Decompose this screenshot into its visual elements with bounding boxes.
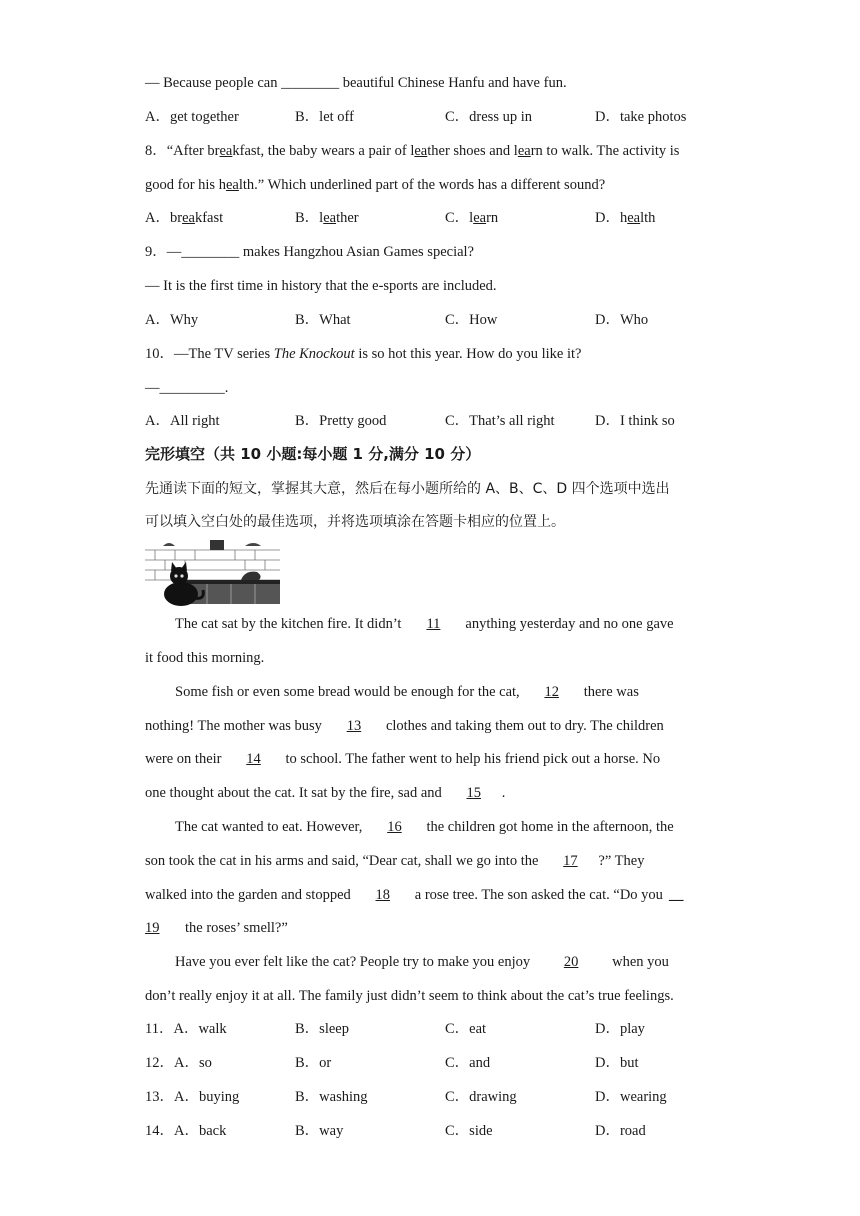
q9-reply: — It is the first time in history that the e-sports are included. bbox=[145, 278, 497, 294]
q10-stem bbox=[145, 344, 581, 364]
q8-stem-line2 bbox=[145, 175, 605, 195]
q14-option-b[interactable]: B．way bbox=[295, 1123, 344, 1139]
q8-option-a[interactable] bbox=[145, 208, 223, 228]
question-number: 13． bbox=[145, 1089, 174, 1105]
q9-option-b[interactable]: B．What bbox=[295, 312, 351, 328]
passage-text: walked into the garden and stopped bbox=[145, 887, 351, 903]
underlined-letters: ea bbox=[219, 143, 233, 159]
blank-14[interactable]: 14 bbox=[246, 751, 261, 767]
stem-text: good for his h bbox=[145, 177, 226, 193]
q9-option-d[interactable]: D．Who bbox=[595, 312, 649, 328]
q8-options bbox=[145, 208, 745, 228]
q7-option-d[interactable]: D．take photos bbox=[595, 109, 687, 125]
series-title: The Knockout bbox=[273, 346, 355, 362]
section-heading: 完形填空（共 10 小题:每小题 1 分,满分 10 分） bbox=[145, 445, 481, 463]
option-text: A．br bbox=[145, 210, 183, 226]
q13-options bbox=[145, 1087, 745, 1107]
option-text: A．back bbox=[174, 1123, 227, 1139]
question-number: 12． bbox=[145, 1055, 174, 1071]
passage-text: were on their bbox=[145, 751, 222, 767]
passage-text: The cat wanted to eat. However, bbox=[175, 819, 363, 835]
passage-line bbox=[145, 918, 288, 938]
passage-text: nothing! The mother was busy bbox=[145, 718, 322, 734]
option-text: lth bbox=[640, 210, 656, 226]
passage-line bbox=[175, 952, 669, 972]
passage-text: clothes and taking them out to dry. The children bbox=[385, 718, 664, 734]
stem-text: rn to walk. The activity is bbox=[530, 143, 680, 159]
passage-text: anything yesterday and no one gave bbox=[465, 616, 674, 632]
passage-text: ?” They bbox=[598, 853, 645, 869]
q7-option-b[interactable]: B．let off bbox=[295, 109, 354, 125]
passage-text: Have you ever felt like the cat? People try to make you enjoy bbox=[175, 954, 531, 970]
q10-option-a[interactable]: A．All right bbox=[145, 413, 220, 429]
blank-19-start: __ bbox=[668, 887, 684, 903]
q14-option-d[interactable]: D．road bbox=[595, 1123, 646, 1139]
blank-11[interactable]: 11 bbox=[426, 616, 441, 632]
passage-line bbox=[145, 749, 660, 769]
option-text: A．buying bbox=[174, 1089, 240, 1105]
passage-line bbox=[175, 817, 674, 837]
q12-option-d[interactable]: D．but bbox=[595, 1055, 639, 1071]
passage-text: son took the cat in his arms and said, “Dear cat, shall we go into the bbox=[145, 853, 539, 869]
blank-17[interactable]: 17 bbox=[563, 853, 578, 869]
q12-option-a[interactable] bbox=[145, 1053, 212, 1073]
option-text: rn bbox=[486, 210, 499, 226]
underlined-letters: ea bbox=[473, 210, 487, 226]
option-text: ther bbox=[336, 210, 359, 226]
question-number: 11． bbox=[145, 1021, 174, 1037]
question-number: 8． bbox=[145, 143, 167, 159]
option-text: kfast bbox=[194, 210, 224, 226]
option-text: A．so bbox=[174, 1055, 212, 1071]
q7-option-c[interactable]: C．dress up in bbox=[445, 109, 532, 125]
q11-options bbox=[145, 1019, 745, 1039]
stem-text: 10．—The TV series bbox=[145, 346, 274, 362]
passage-text: to school. The father went to help his friend pick out a horse. No bbox=[285, 751, 661, 767]
q11-option-a[interactable] bbox=[145, 1019, 227, 1039]
q11-option-b[interactable]: B．sleep bbox=[295, 1021, 349, 1037]
passage-text: Some fish or even some bread would be enough for the cat, bbox=[175, 684, 520, 700]
underlined-letters: ea bbox=[323, 210, 337, 226]
stem-text: kfast, the baby wears a pair of l bbox=[232, 143, 415, 159]
q9-option-c[interactable]: C．How bbox=[445, 312, 498, 328]
passage-text: when you bbox=[612, 954, 669, 970]
q14-option-a[interactable] bbox=[145, 1121, 226, 1141]
q7-options bbox=[145, 107, 745, 127]
q13-option-c[interactable]: C．drawing bbox=[445, 1089, 517, 1105]
passage-line bbox=[145, 851, 644, 871]
blank-13[interactable]: 13 bbox=[346, 718, 362, 734]
q11-option-c[interactable]: C．eat bbox=[445, 1021, 487, 1037]
option-text: B．l bbox=[295, 210, 324, 226]
stem-text: lth.” Which underlined part of the words has a different sound? bbox=[238, 177, 606, 193]
blank-16[interactable]: 16 bbox=[387, 819, 402, 835]
q11-option-d[interactable]: D．play bbox=[595, 1021, 645, 1037]
q12-option-b[interactable]: B．or bbox=[295, 1055, 332, 1071]
q9-option-a[interactable]: A．Why bbox=[145, 312, 199, 328]
q9-stem: 9．—________ makes Hangzhou Asian Games special? bbox=[145, 244, 474, 260]
stem-text: ther shoes and l bbox=[427, 143, 518, 159]
blank-12[interactable]: 12 bbox=[544, 684, 559, 700]
q10-option-b[interactable]: B．Pretty good bbox=[295, 413, 387, 429]
blank-19[interactable]: 19 bbox=[145, 920, 160, 936]
q9-options bbox=[145, 310, 745, 330]
passage-text: . bbox=[501, 785, 506, 801]
passage-line: don’t really enjoy it at all. The family just didn’t seem to think about the cat’s true feelings. bbox=[145, 988, 674, 1004]
option-text: A．walk bbox=[173, 1021, 227, 1037]
blank-18[interactable]: 18 bbox=[375, 887, 391, 903]
passage-text: The cat sat by the kitchen fire. It didn’t bbox=[175, 616, 402, 632]
q8-option-c[interactable] bbox=[445, 208, 498, 228]
section-instruction-1: 先通读下面的短文，掌握其大意，然后在每小题所给的 A、B、C、D 四个选项中选出 bbox=[145, 481, 670, 497]
passage-text: the roses’ smell?” bbox=[185, 920, 288, 936]
question-number: 14． bbox=[145, 1123, 174, 1139]
blank-20[interactable]: 20 bbox=[563, 954, 579, 970]
underlined-letters: ea bbox=[414, 143, 428, 159]
passage-line bbox=[145, 885, 683, 905]
stem-text: is so hot this year. How do you like it? bbox=[354, 346, 582, 362]
q10-option-c[interactable]: C．That’s all right bbox=[445, 413, 555, 429]
q12-option-c[interactable]: C．and bbox=[445, 1055, 491, 1071]
passage-text: there was bbox=[583, 684, 639, 700]
option-text: C．l bbox=[445, 210, 474, 226]
blank-15[interactable]: 15 bbox=[466, 785, 482, 801]
option-text: D．h bbox=[595, 210, 628, 226]
q7-reply: — Because people can ________ beautiful Chinese Hanfu and have fun. bbox=[145, 75, 567, 91]
passage-text: one thought about the cat. It sat by the fire, sad and bbox=[145, 785, 442, 801]
q14-option-c[interactable]: C．side bbox=[445, 1123, 493, 1139]
passage-line: it food this morning. bbox=[145, 650, 265, 666]
q10-options bbox=[145, 411, 745, 431]
q14-options bbox=[145, 1121, 745, 1141]
stem-text: “After br bbox=[166, 143, 220, 159]
passage-text: the children got home in the afternoon, the bbox=[426, 819, 674, 835]
q13-option-b[interactable]: B．washing bbox=[295, 1089, 368, 1105]
q13-option-a[interactable] bbox=[145, 1087, 239, 1107]
q8-stem-line1 bbox=[145, 141, 679, 161]
underlined-letters: ea bbox=[182, 210, 195, 226]
cat-kitchen-illustration bbox=[145, 538, 280, 606]
passage-line bbox=[145, 716, 664, 736]
q10-reply: —_________. bbox=[145, 380, 229, 396]
q12-options bbox=[145, 1053, 745, 1073]
q13-option-d[interactable]: D．wearing bbox=[595, 1089, 667, 1105]
q10-option-d[interactable]: D．I think so bbox=[595, 413, 675, 429]
q7-option-a[interactable]: A．get together bbox=[145, 109, 239, 125]
underlined-letters: ea bbox=[225, 177, 239, 193]
passage-line bbox=[145, 783, 505, 803]
q8-option-d[interactable] bbox=[595, 208, 655, 228]
underlined-letters: ea bbox=[517, 143, 531, 159]
underlined-letters: ea bbox=[627, 210, 641, 226]
passage-line bbox=[175, 682, 639, 702]
passage-text: a rose tree. The son asked the cat. “Do you bbox=[414, 887, 663, 903]
passage-line bbox=[175, 614, 674, 634]
q8-option-b[interactable] bbox=[295, 208, 359, 228]
section-instruction-2: 可以填入空白处的最佳选项，并将选项填涂在答题卡相应的位置上。 bbox=[145, 514, 565, 530]
